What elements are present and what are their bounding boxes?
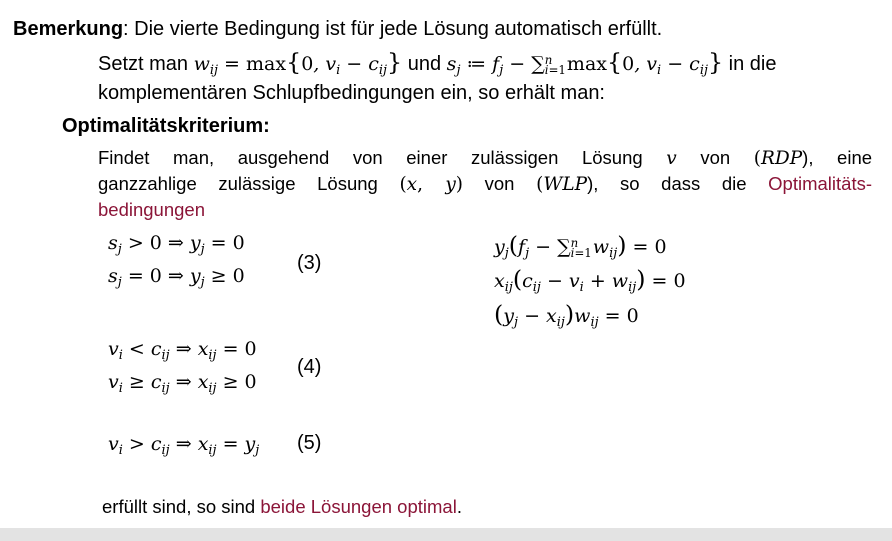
criterion-para-line1: [98, 147, 872, 169]
footer-bar: [0, 528, 892, 541]
right-eq1: $y_j(f_j - \sum n$ $i=1w_{ij}) = 0$: [494, 231, 667, 261]
remark-label: Bemerkung: [13, 18, 124, 40]
closing-line: [102, 496, 462, 518]
para-l1-text: Findet man, ausgehend von einer zulässigen Lösung: [98, 147, 643, 168]
closing-period: .: [456, 496, 462, 517]
eq5-label: (5): [297, 432, 322, 454]
para-l2-end: ), so dass die: [587, 173, 747, 194]
both-optimal-link[interactable]: beide Lösungen optimal: [260, 496, 457, 517]
remark-formula-line: [98, 48, 776, 78]
optimality-conditions-link[interactable]: Optimalitäts-: [768, 173, 872, 194]
remark-line: [13, 18, 662, 41]
wlp-label: WLP: [543, 174, 588, 195]
eq4-line2: $v_i \ge c_{ij}$ ⇒ $x_{ij} \ge 0$: [108, 371, 257, 396]
eq3-label: (3): [297, 252, 322, 274]
var-xy: (x, y): [399, 174, 464, 195]
remark-und-text: und: [407, 53, 442, 75]
eq4-label: (4): [297, 356, 322, 378]
optimality-conditions-link-cont[interactable]: bedingungen: [98, 199, 205, 220]
right-eq3: $(y_j - x_{ij})w_{ij} = 0$: [494, 300, 639, 330]
para-l2-text: ganzzahlige zulässige Lösung: [98, 173, 378, 194]
eq3-line2: $s_j = 0$ ⇒ $y_j \ge 0$: [108, 265, 245, 290]
eq4-line1: $v_i < c_{ij}$ ⇒ $x_{ij} = 0$: [108, 338, 257, 363]
right-eq2: $x_{ij}(c_{ij} - v_i + w_{ij}) = 0$: [494, 265, 686, 295]
para-l2-von: von: [484, 173, 515, 194]
remark-setzt-text: Setzt man: [98, 53, 189, 75]
remark-line2: komplementären Schlupfbedingungen ein, so erhält man:: [98, 82, 605, 104]
para-l1-end: ), eine: [802, 147, 873, 168]
eq5-line: $v_i > c_{ij}$ ⇒ $x_{ij} = y_j$: [108, 433, 260, 458]
criterion-para-line2: [98, 173, 872, 195]
closing-text: erfüllt sind, so sind: [102, 496, 256, 517]
remark-in-die-text: in die: [728, 53, 777, 75]
rdp-label: RDP: [760, 148, 803, 169]
rdp-paren: (: [753, 148, 761, 169]
criterion-heading: Optimalitätskriterium:: [62, 115, 270, 137]
eq3-line1: $s_j > 0$ ⇒ $y_j = 0$: [108, 232, 245, 257]
formula-s-definition: $s_j$ ≔ $f_j - \sum n$ i=1max{0, $v_i - c_{ij}$}: [446, 48, 724, 78]
remark-text: : Die vierte Bedingung ist für jede Lösung automatisch erfüllt.: [123, 18, 663, 40]
para-l1-von: von: [700, 147, 731, 168]
formula-w-definition: $w_{ij} = \max\{0$, $v_i - c_{ij}$}: [193, 48, 403, 78]
wlp-paren: (: [536, 174, 544, 195]
var-v: v: [666, 148, 677, 169]
